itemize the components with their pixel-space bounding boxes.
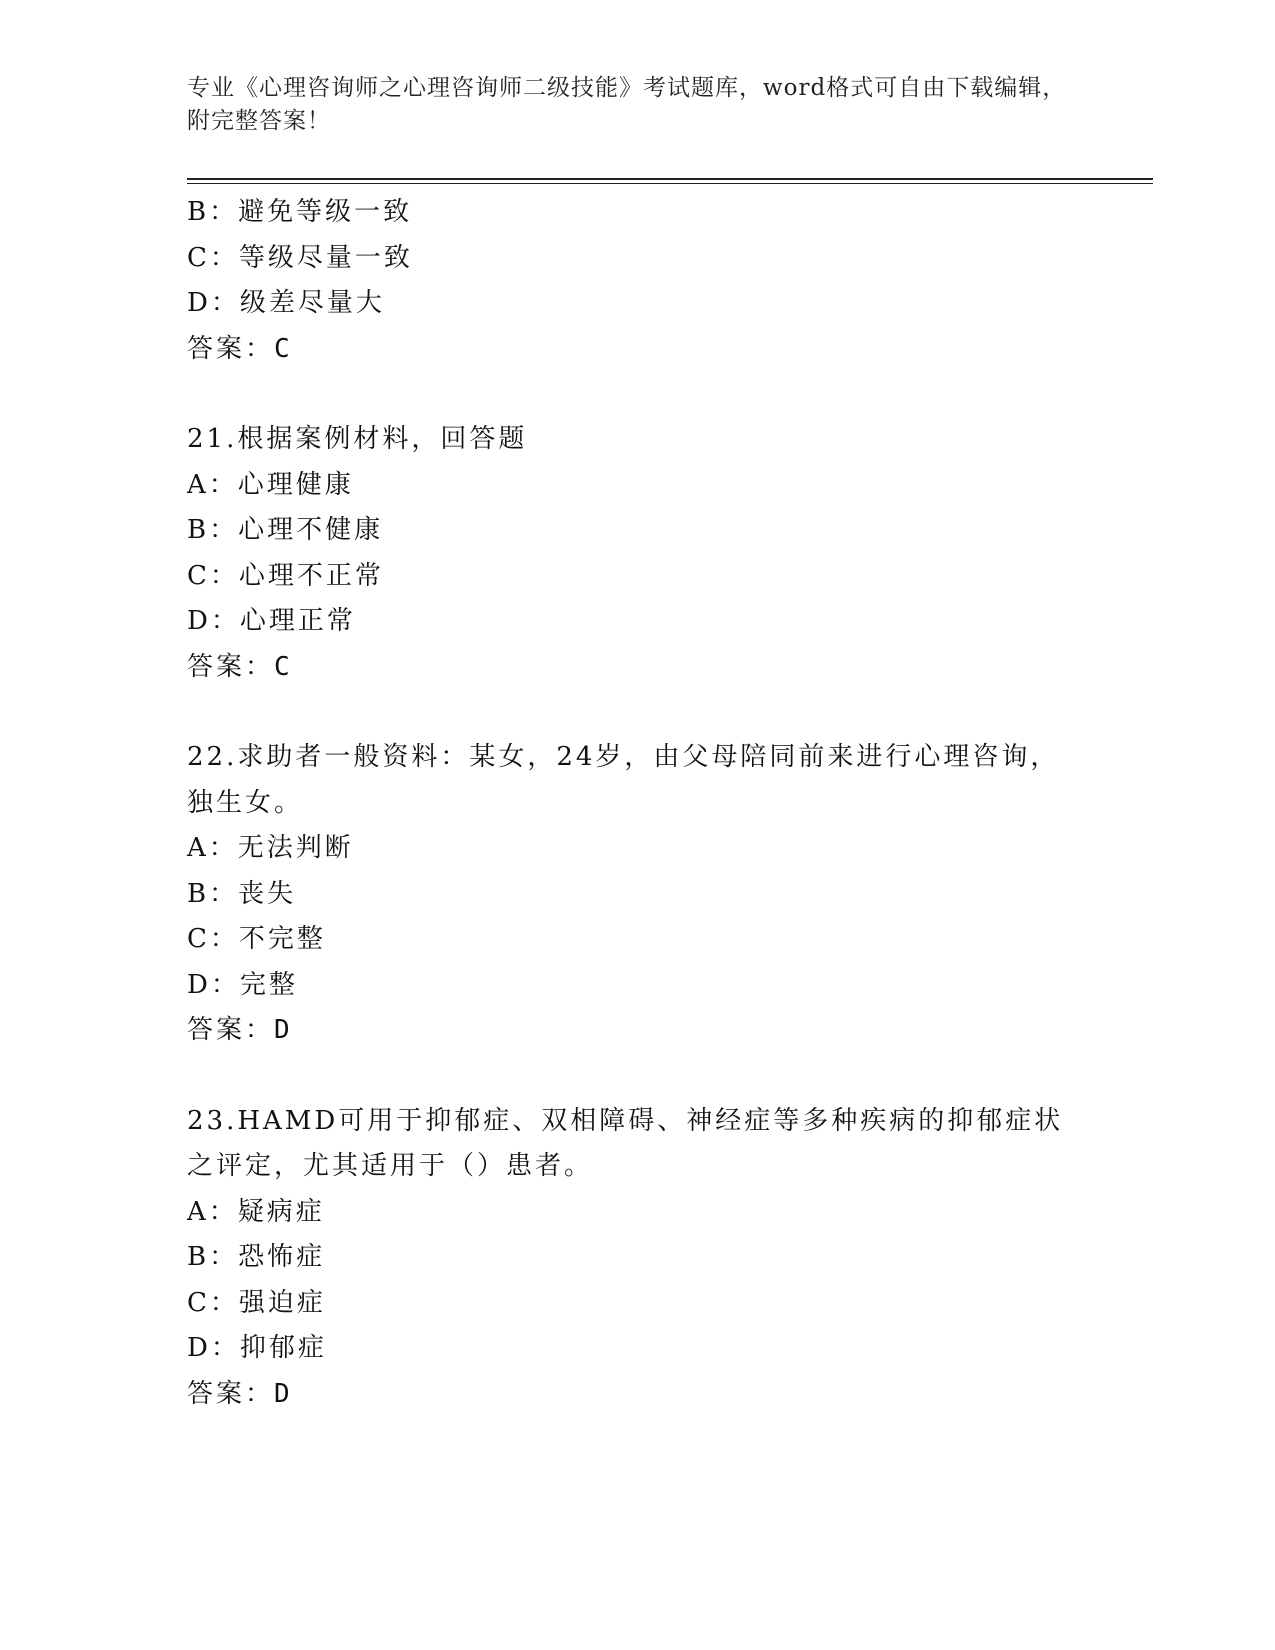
option-d: D：抑郁症: [187, 1333, 327, 1363]
option-a: A：疑病症: [187, 1196, 325, 1227]
answer-line: 答案：C: [187, 333, 291, 364]
option-b: B：心理不健康: [187, 515, 384, 545]
question-stem: 22.求助者一般资料：某女，24岁，由父母陪同前来进行心理咨询，独生女。: [187, 742, 1060, 818]
answer-line: 答案：D: [187, 1378, 291, 1409]
prev-question-block: [187, 190, 1087, 372]
option-d: D：心理正常: [187, 606, 356, 636]
option-c: C：等级尽量一致: [187, 242, 413, 273]
option-b: B：恐怖症: [187, 1242, 326, 1272]
question-22: [187, 735, 1087, 1054]
option-c: C：心理不正常: [187, 560, 384, 591]
answer-line: 答案：C: [187, 651, 291, 682]
question-list: [187, 190, 1087, 1417]
option-b: B：丧失: [187, 878, 297, 909]
option-c: C：强迫症: [187, 1287, 326, 1318]
question-23: [187, 1099, 1087, 1418]
option-c: C：不完整: [187, 924, 326, 954]
question-stem: 23.HAMD可用于抑郁症、双相障碍、神经症等多种疾病的抑郁症状之评定，尤其适用于（）患者。: [187, 1105, 1064, 1181]
header-rule-thin: [187, 183, 1153, 184]
header-rule: [187, 178, 1153, 180]
option-a: A：心理健康: [187, 469, 354, 500]
option-d: D：完整: [187, 969, 298, 1000]
question-stem: 21.根据案例材料，回答题: [187, 424, 528, 454]
page-header: 专业《心理咨询师之心理咨询师二级技能》考试题库，word格式可自由下载编辑，附完整答案！: [187, 75, 1067, 134]
question-21: [187, 417, 1087, 690]
answer-line: 答案：D: [187, 1015, 291, 1045]
option-b: B：避免等级一致: [187, 197, 413, 227]
option-a: A：无法判断: [187, 833, 354, 863]
option-d: D：级差尽量大: [187, 288, 385, 318]
